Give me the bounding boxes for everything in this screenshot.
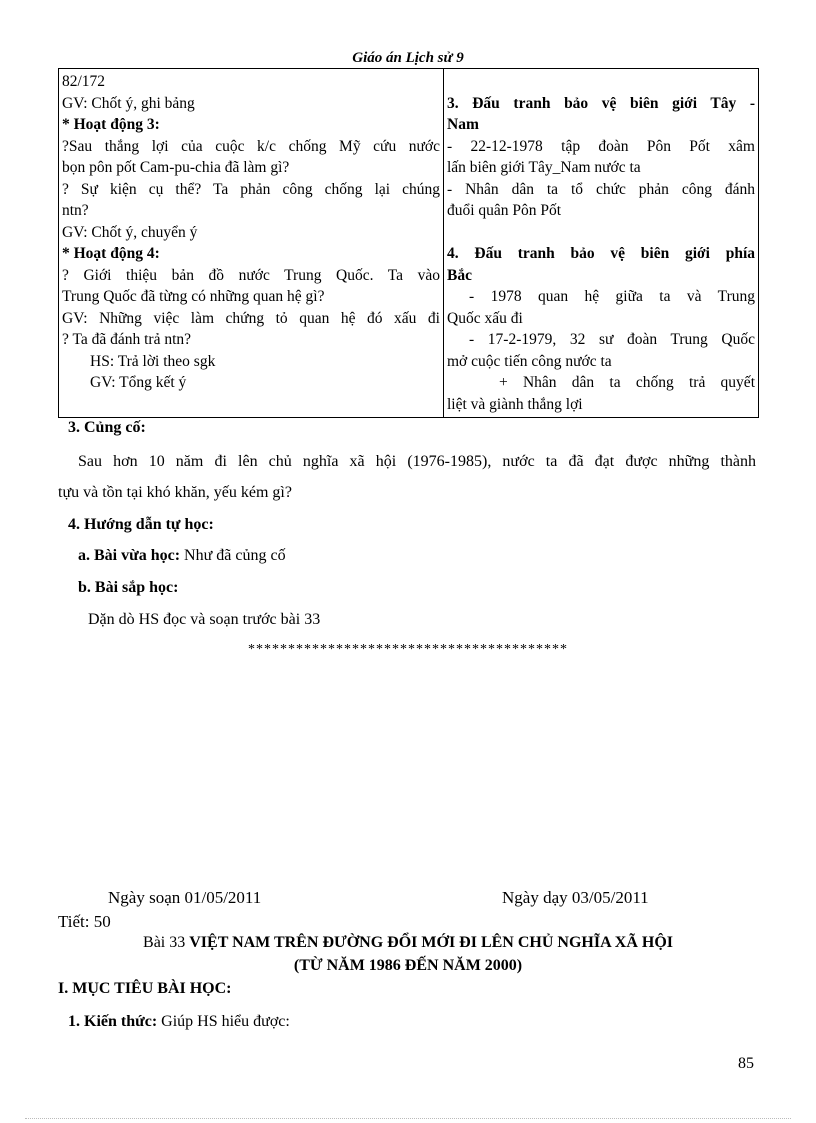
separator: **************************************** bbox=[248, 642, 568, 657]
knowledge-text: Giúp HS hiểu được: bbox=[157, 1013, 290, 1030]
activity-3-heading: * Hoạt động 3: bbox=[62, 116, 160, 133]
knowledge-label: 1. Kiến thức: bbox=[68, 1013, 158, 1030]
page-number: 85 bbox=[738, 1055, 754, 1072]
section-4-heading: 4. Đấu tranh bảo vệ biên giới phía bbox=[447, 245, 755, 262]
list-item: ? Sự kiện cụ thể? Ta phản công chống lại chúng bbox=[62, 180, 440, 198]
consolidation-text-2: tựu và tồn tại khó khăn, yếu kém gì? bbox=[58, 484, 292, 501]
lesson-title: VIỆT NAM TRÊN ĐƯỜNG ĐỔI MỚI ĐI LÊN CHỦ NGHĨA XÃ HỘI bbox=[189, 934, 673, 951]
last-lesson-text: Như đã củng cố bbox=[180, 547, 286, 564]
list-item: bọn pôn pốt Cam-pu-chia đã làm gì? bbox=[62, 159, 290, 176]
consolidation-text-1: Sau hơn 10 năm đi lên chủ nghĩa xã hội (1976-1985), nước ta đã đạt được những thành bbox=[78, 453, 756, 470]
section-3-heading-cont: Nam bbox=[447, 116, 479, 133]
lesson-table bbox=[58, 68, 759, 418]
content-cell bbox=[444, 69, 759, 418]
consolidation-heading: 3. Củng cố: bbox=[68, 419, 146, 436]
list-item: + Nhân dân ta chống trả quyết bbox=[499, 374, 755, 391]
next-lesson-label: b. Bài sắp học: bbox=[78, 579, 179, 596]
list-item: ? Giới thiệu bản đồ nước Trung Quốc. Ta vào bbox=[62, 266, 440, 284]
table-row bbox=[59, 69, 759, 418]
knowledge-line bbox=[68, 1011, 290, 1033]
page-ref: 82/172 bbox=[62, 73, 106, 90]
list-item: - Nhân dân ta tổ chức phản công đánh bbox=[447, 180, 755, 198]
list-item: ?Sau thắng lợi của cuộc k/c chống Mỹ cứu nước bbox=[62, 137, 440, 155]
section-heading: I. MỤC TIÊU BÀI HỌC: bbox=[58, 980, 232, 997]
list-item: Trung Quốc đã từng có những quan hệ gì? bbox=[62, 288, 325, 305]
last-lesson-line bbox=[78, 545, 286, 567]
last-lesson-label: a. Bài vừa học: bbox=[78, 547, 181, 564]
prep-date: Ngày soạn 01/05/2011 bbox=[108, 888, 262, 907]
page-header: Giáo án Lịch sử 9 bbox=[352, 50, 464, 66]
list-item: đuổi quân Pôn Pốt bbox=[447, 202, 562, 219]
section-3-heading: 3. Đấu tranh bảo vệ biên giới Tây - bbox=[447, 94, 755, 112]
list-item: GV: Tổng kết ý bbox=[90, 374, 187, 391]
teach-date: Ngày dạy 03/05/2011 bbox=[502, 888, 649, 907]
list-item: liệt và giành thắng lợi bbox=[447, 395, 583, 413]
list-item: - 1978 quan hệ giữa ta và Trung bbox=[469, 288, 755, 305]
list-item: - 17-2-1979, 32 sư đoàn Trung Quốc bbox=[469, 331, 755, 348]
list-item: mở cuộc tiến công nước ta bbox=[447, 352, 612, 370]
list-item: HS: Trả lời theo sgk bbox=[90, 352, 216, 370]
list-item bbox=[447, 222, 755, 244]
list-item: - 22-12-1978 tập đoàn Pôn Pốt xâm bbox=[447, 137, 755, 155]
list-item: lấn biên giới Tây_Nam nước ta bbox=[447, 159, 641, 176]
list-item: ntn? bbox=[62, 202, 89, 219]
self-study-heading: 4. Hướng dẫn tự học: bbox=[68, 516, 214, 533]
period: Tiết: 50 bbox=[58, 912, 111, 931]
teacher-activities-cell bbox=[59, 69, 444, 418]
list-item bbox=[447, 71, 755, 93]
activity-4-heading: * Hoạt động 4: bbox=[62, 245, 160, 262]
next-lesson-text: Dặn dò HS đọc và soạn trước bài 33 bbox=[88, 611, 321, 628]
lesson-number: Bài 33 bbox=[143, 934, 186, 951]
list-item: Quốc xấu đi bbox=[447, 309, 523, 327]
lesson-title-line-2: (TỪ NĂM 1986 ĐẾN NĂM 2000) bbox=[293, 957, 523, 974]
list-item: GV: Chốt ý, chuyển ý bbox=[62, 223, 198, 241]
section-4-heading-cont: Bắc bbox=[447, 266, 472, 284]
list-item: GV: Những việc làm chứng tỏ quan hệ đó xấu đi bbox=[62, 309, 440, 327]
footer-divider bbox=[25, 1118, 791, 1119]
lesson-title-line-1 bbox=[0, 934, 816, 952]
list-item: ? Ta đã đánh trả ntn? bbox=[62, 331, 192, 348]
list-item: GV: Chốt ý, ghi bảng bbox=[62, 94, 195, 112]
